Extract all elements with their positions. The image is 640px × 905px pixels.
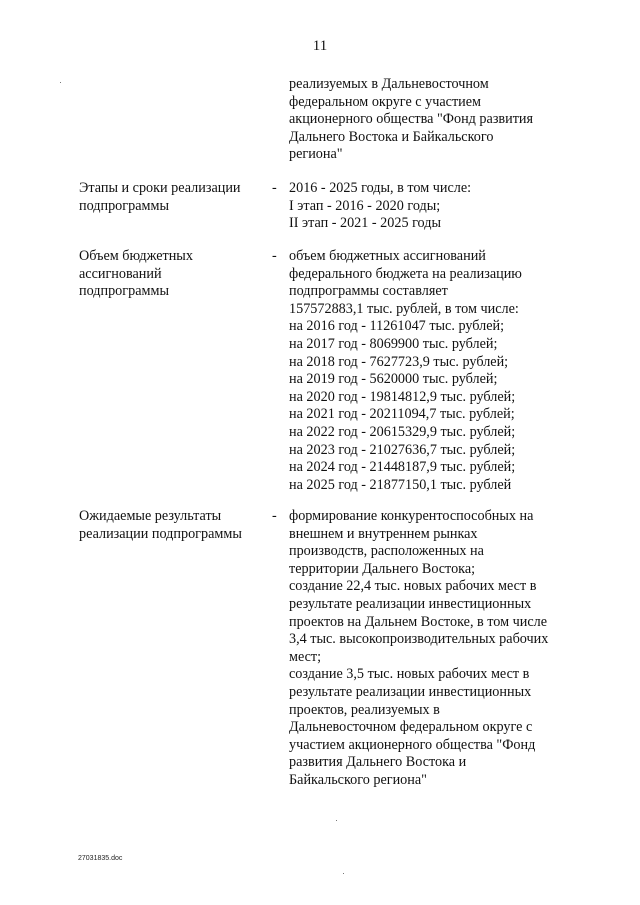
text-line: федеральном округе с участием [289, 93, 482, 110]
content-line: мест; [289, 648, 322, 665]
section-content [289, 508, 589, 790]
content-line: Байкальского региона" [289, 771, 427, 788]
content-line: объем бюджетных ассигнований [289, 248, 486, 264]
scan-speck [60, 82, 61, 83]
content-line: на 2023 год - 21027636,7 тыс. рублей; [289, 441, 516, 458]
scan-speck [336, 820, 337, 821]
content-line: на 2020 год - 19814812,9 тыс. рублей; [289, 388, 516, 405]
content-line: 157572883,1 тыс. рублей, в том числе: [289, 300, 519, 317]
content-line: результате реализации инвестиционных [289, 595, 532, 612]
content-line: производств, расположенных на [289, 543, 484, 560]
content-line: федерального бюджета на реализацию [289, 265, 522, 282]
label-line: подпрограммы [79, 283, 169, 300]
text-line: Дальнего Востока и Байкальского [289, 128, 494, 145]
text-line: акционерного общества "Фонд развития [289, 111, 534, 128]
content-line: подпрограммы составляет [289, 283, 448, 300]
content-line: на 2019 год - 5620000 тыс. рублей; [289, 371, 498, 388]
content-line: территории Дальнего Востока; [289, 560, 476, 577]
content-line: на 2018 год - 7627723,9 тыс. рублей; [289, 353, 509, 370]
content-line: Дальневосточном федеральном округе с [289, 719, 533, 736]
dash-separator: - [272, 180, 277, 196]
content-line: 3,4 тыс. высокопроизводительных рабочих [289, 631, 549, 648]
label-line: Этапы и сроки реализации [79, 180, 241, 196]
content-line: участием акционерного общества "Фонд [289, 736, 536, 753]
section-content [289, 248, 589, 494]
content-line: на 2016 год - 11261047 тыс. рублей; [289, 318, 505, 335]
text-line: реализуемых в Дальневосточном [289, 76, 489, 92]
continuation-text [289, 76, 579, 164]
footer-filename: 27031835.doc [78, 855, 123, 862]
content-line: 2016 - 2025 годы, в том числе: [289, 180, 472, 196]
label-line: Ожидаемые результаты [79, 508, 222, 524]
content-line: создание 22,4 тыс. новых рабочих мест в [289, 578, 537, 595]
content-line: на 2025 год - 21877150,1 тыс. рублей [289, 476, 512, 493]
content-line: результате реализации инвестиционных [289, 683, 532, 700]
scan-speck [343, 873, 344, 874]
section-label [79, 248, 264, 301]
section-label [79, 508, 264, 543]
dash-separator: - [272, 248, 277, 264]
content-line: создание 3,5 тыс. новых рабочих мест в [289, 666, 530, 683]
content-line: проектов на Дальнем Востоке, в том числе [289, 613, 548, 630]
content-line: на 2022 год - 20615329,9 тыс. рублей; [289, 423, 516, 440]
section-content [289, 180, 589, 233]
content-line: на 2017 год - 8069900 тыс. рублей; [289, 335, 498, 352]
content-line: проектов, реализуемых в [289, 701, 440, 718]
label-line: ассигнований [79, 265, 162, 282]
content-line: на 2021 год - 20211094,7 тыс. рублей; [289, 406, 515, 423]
content-line: развития Дальнего Востока и [289, 754, 467, 771]
content-line: II этап - 2021 - 2025 годы [289, 215, 441, 232]
text-line: региона" [289, 146, 343, 163]
page-number: 11 [312, 38, 328, 54]
content-line: I этап - 2016 - 2020 годы; [289, 197, 441, 214]
content-line: на 2024 год - 21448187,9 тыс. рублей; [289, 459, 516, 476]
label-line: реализации подпрограммы [79, 525, 242, 542]
content-line: внешнем и внутреннем рынках [289, 525, 478, 542]
label-line: Объем бюджетных [79, 248, 193, 264]
label-line: подпрограммы [79, 197, 169, 214]
dash-separator: - [272, 508, 277, 524]
content-line: формирование конкурентоспособных на [289, 508, 534, 524]
section-label [79, 180, 264, 215]
